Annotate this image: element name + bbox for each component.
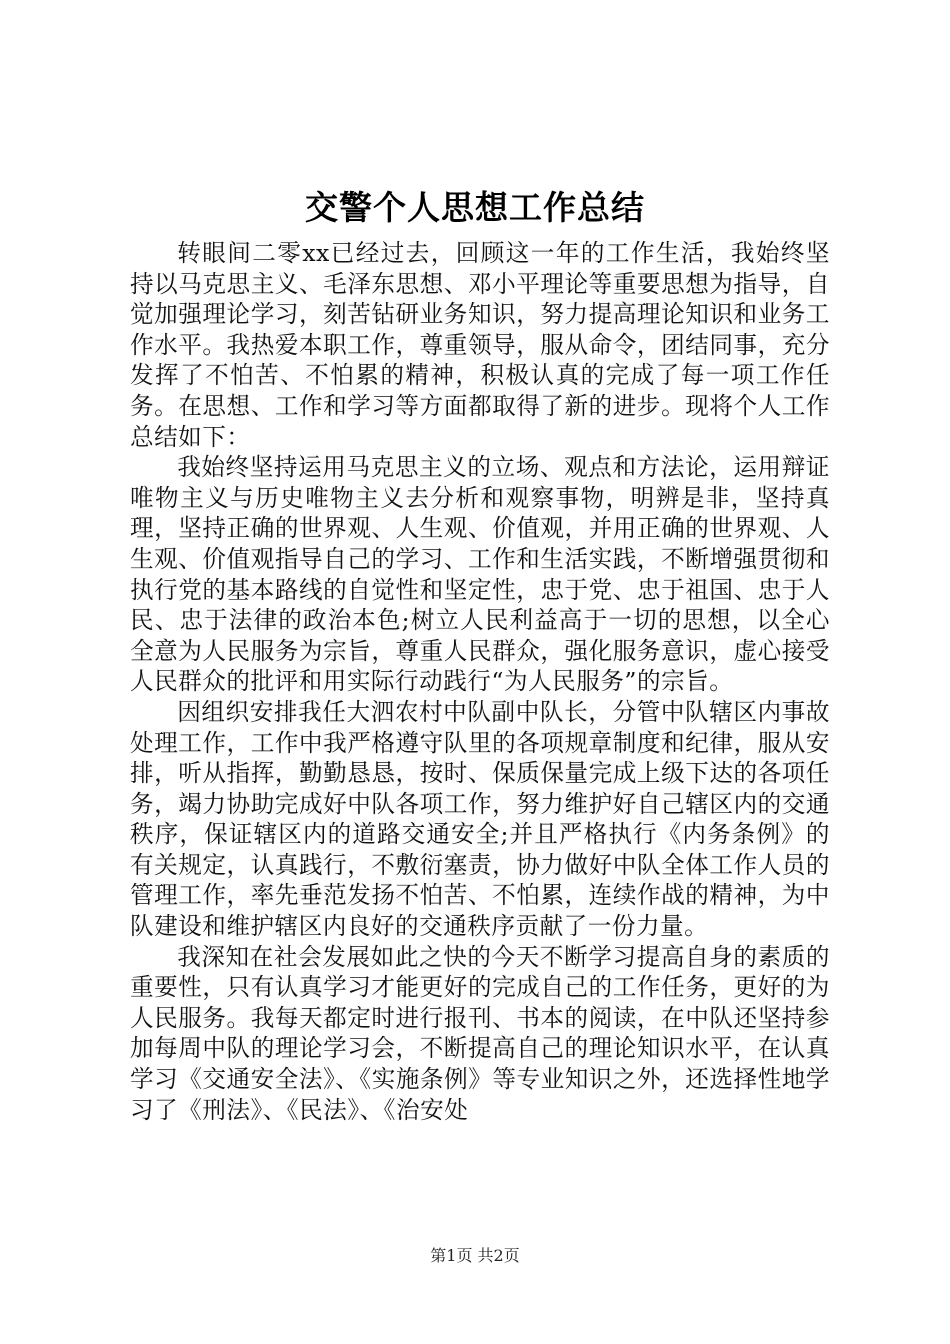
paragraph-3: 因组织安排我任大泗农村中队副中队长，分管中队辖区内事故处理工作，工作中我严格遵守队里的各项规章制度和纪律，服从安排，听从指挥，勤勤恳恳，按时、保质保量完成上级下达的各项任务，竭力协助完成好中队各项工作，努力维护好自己辖区内的交通秩序，保证辖区内的道路交通安全;并且严格执行《内务条例》的有关规定，认真践行，不敷衍塞责，协力做好中队全体工作人员的管理工作，率先垂范发扬不怕苦、不怕累，连续作战的精神，为中队建设和维护辖区内良好的交通秩序贡献了一份力量。 [130, 697, 830, 941]
paragraph-2: 我始终坚持运用马克思主义的立场、观点和方法论，运用辩证唯物主义与历史唯物主义去分析和观察事物，明辨是非，坚持真理，坚持正确的世界观、人生观、价值观，并用正确的世界观、人生观、价值观指导自己的学习、工作和生活实践，不断增强贯彻和执行党的基本路线的自觉性和坚定性，忠于党、忠于祖国、忠于人民、忠于法律的政治本色;树立人民利益高于一切的思想，以全心全意为人民服务为宗旨，尊重人民群众，强化服务意识，虚心接受人民群众的批评和用实际行动践行“为人民服务”的宗旨。 [130, 453, 830, 696]
document-title: 交警个人思想工作总结 [305, 188, 645, 227]
document-body [130, 238, 830, 1125]
paragraph-1: 转眼间二零xx已经过去，回顾这一年的工作生活，我始终坚持以马克思主义、毛泽东思想、邓小平理论等重要思想为指导，自觉加强理论学习，刻苦钻研业务知识，努力提高理论知识和业务工作水平。我热爱本职工作，尊重领导，服从命令，团结同事，充分发挥了不怕苦、不怕累的精神，积极认真的完成了每一项工作任务。在思想、工作和学习等方面都取得了新的进步。现将个人工作总结如下： [130, 239, 830, 451]
paragraph-4: 我深知在社会发展如此之快的今天不断学习提高自身的素质的重要性，只有认真学习才能更好的完成自己的工作任务，更好的为人民服务。我每天都定时进行报刊、书本的阅读，在中队还坚持参加每周中队的理论学习会，不断提高自己的理论知识水平，在认真学习《交通安全法》、《实施条例》等专业知识之外，还选择性地学习了《刑法》、《民法》、《治安处 [130, 942, 830, 1124]
page-footer: 第1页 共2页 [430, 1246, 520, 1265]
